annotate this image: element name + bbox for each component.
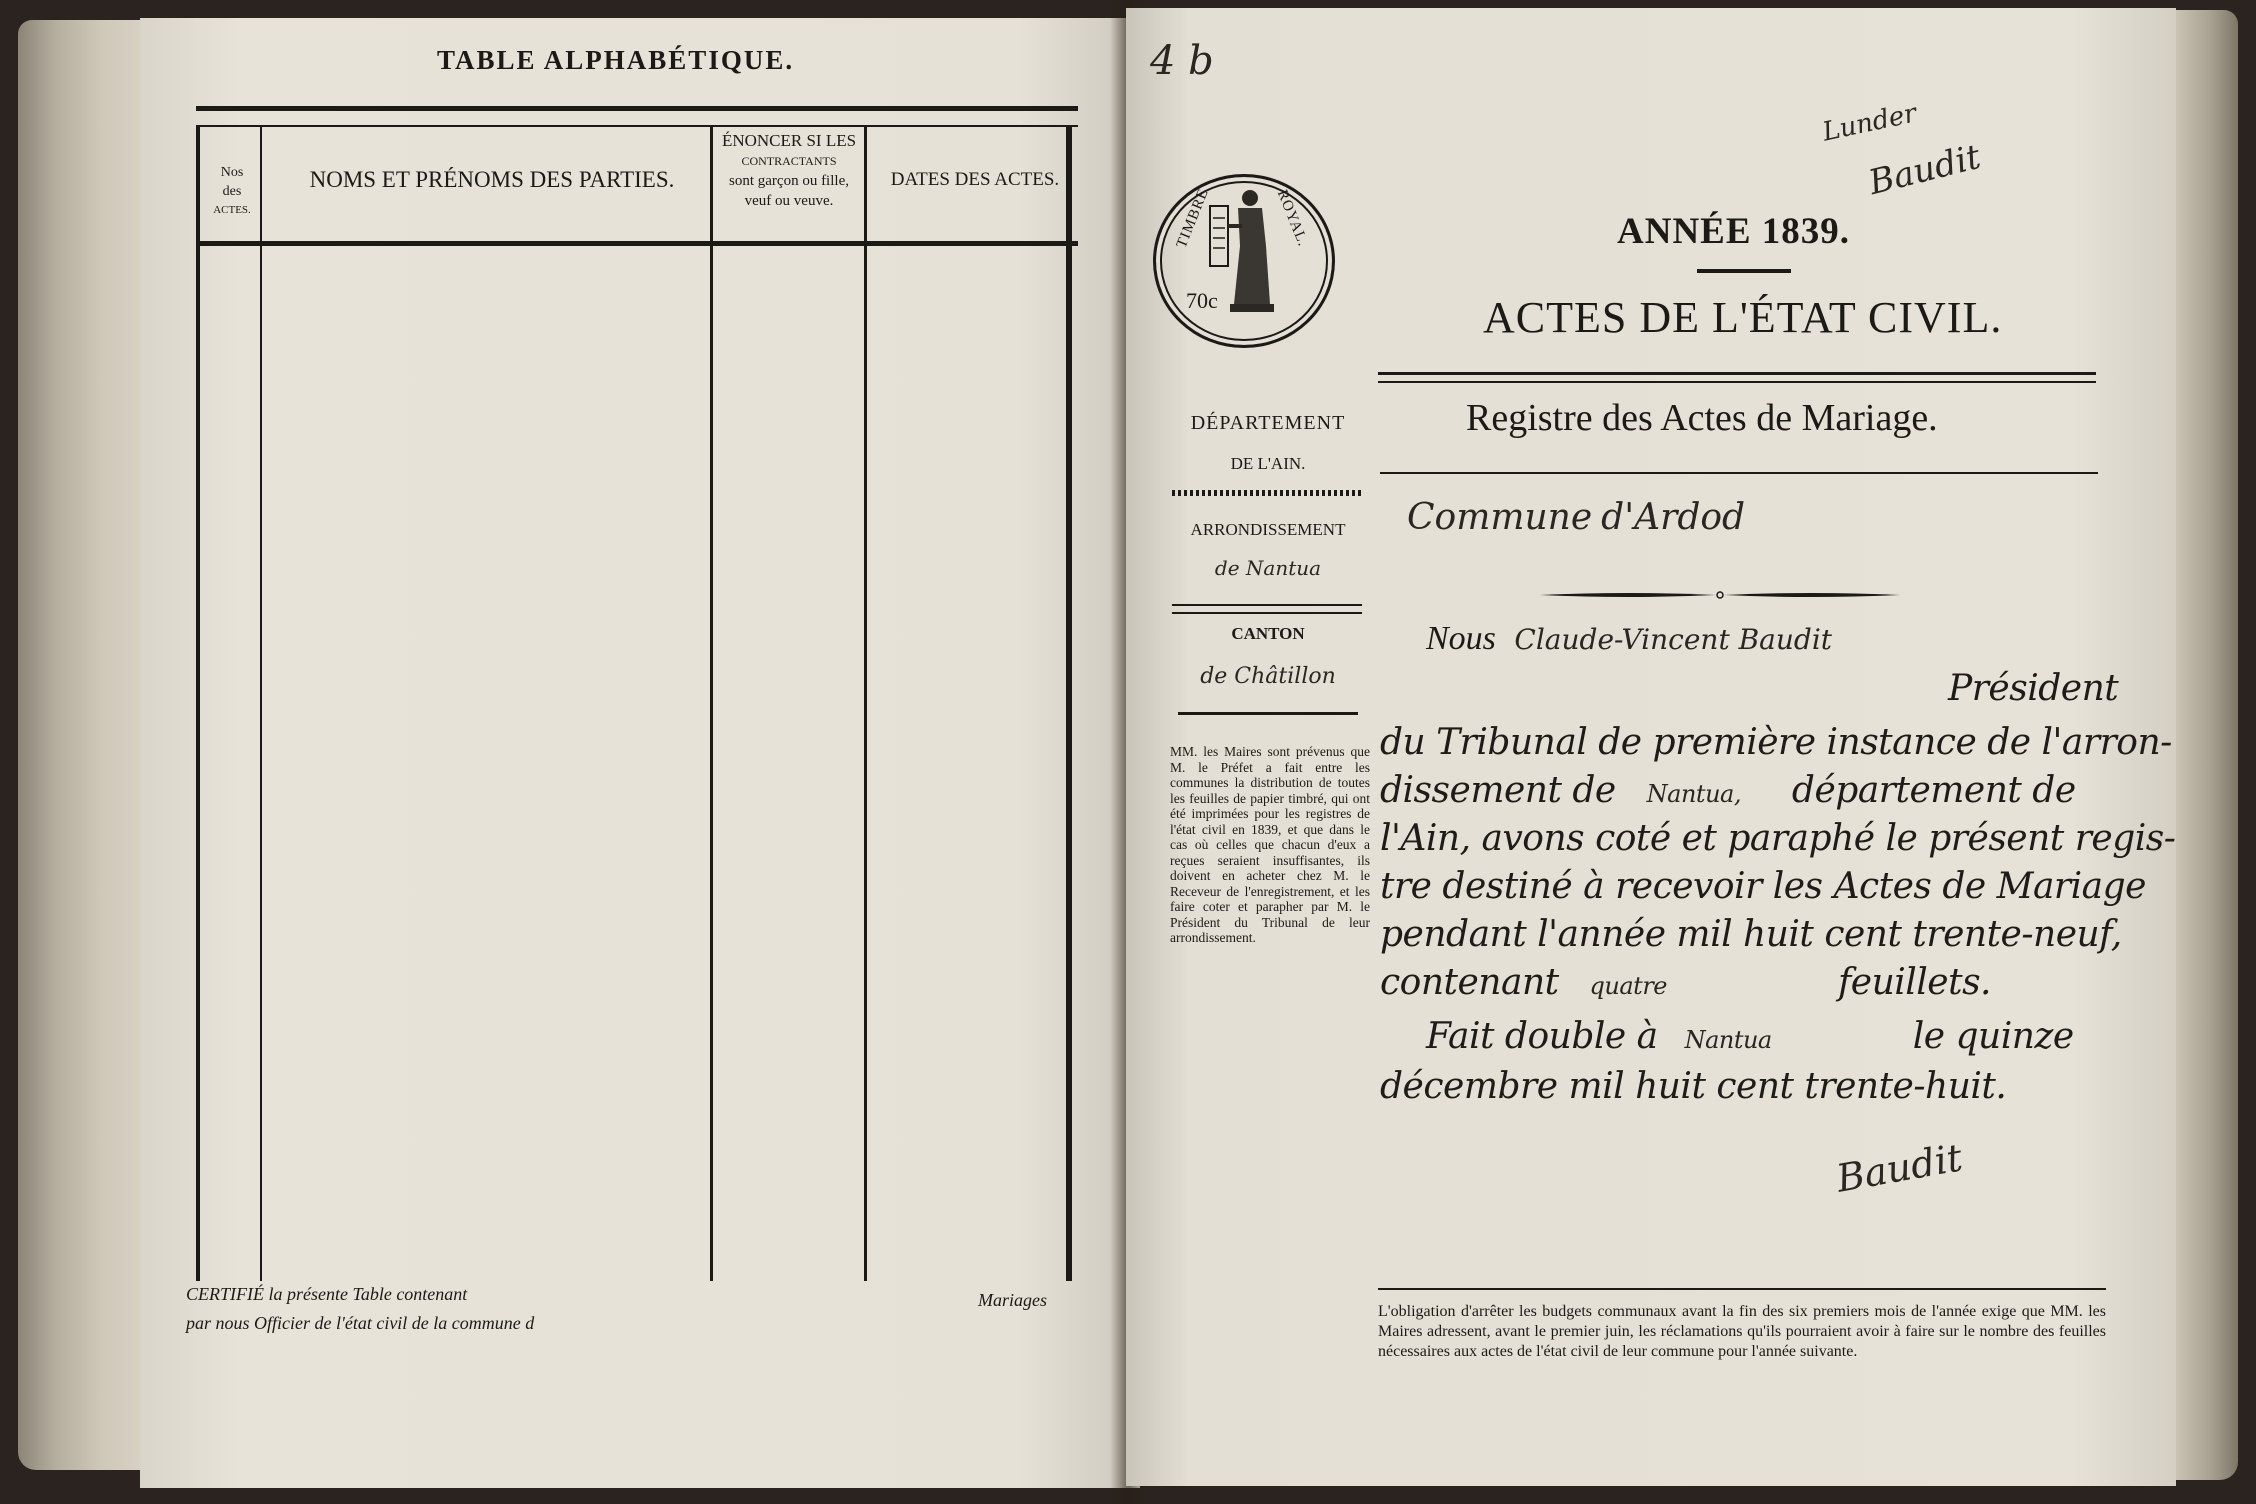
text-line: tre destiné à recevoir les Actes de Mariage [1380, 866, 2146, 907]
column-header-line: des [222, 184, 242, 199]
text-line: décembre mil huit cent trente-huit. [1380, 1066, 2007, 1107]
sidebar-rule [1172, 612, 1362, 614]
column-header-line: Nos [220, 165, 244, 180]
table-column-divider [710, 125, 713, 1281]
column-header-line: ACTES. [213, 204, 251, 216]
handwritten-arrondissement: Nantua, [1646, 780, 1741, 808]
stamp-figure-icon [1208, 186, 1278, 321]
column-header-line: veuf ou veuve. [744, 193, 834, 209]
stamp-left-text: TIMBRE [1173, 186, 1213, 251]
commune-value: d'Ardod [1601, 497, 1746, 538]
department-label: DÉPARTEMENT [1190, 412, 1346, 434]
commune-label: Commune [1407, 497, 1593, 538]
alphabetical-table [196, 106, 1078, 1281]
sidebar-wavy-rule [1172, 490, 1362, 496]
ornament-divider [1540, 586, 1900, 592]
arrondissement-label: ARRONDISSEMENT [1190, 520, 1346, 539]
table-title: TABLE ALPHABÉTIQUE. [437, 45, 795, 75]
column-header-line: CONTRACTANTS [741, 154, 837, 168]
commune-line [1407, 496, 1745, 538]
mariages-label: Mariages [978, 1290, 1047, 1310]
table-header-top-rule [196, 125, 1078, 127]
column-header-line: sont garçon ou fille, [729, 173, 849, 189]
handwritten-place: Nantua [1684, 1026, 1772, 1054]
table-column-divider [260, 125, 262, 1281]
text-fragment: département de [1791, 770, 2076, 811]
register-title: Registre des Actes de Mariage. [1466, 397, 1938, 439]
text-line [1426, 1016, 2074, 1057]
stamp-value: 70c [1186, 288, 1218, 313]
text-fragment: le quinze [1912, 1016, 2074, 1057]
certification-text [186, 1280, 534, 1338]
column-header-number [210, 163, 254, 220]
arrondissement-value: de Nantua [1214, 556, 1322, 580]
column-header-names: NOMS ET PRÉNOMS DES PARTIES. [309, 167, 675, 192]
text-line: pendant l'année mil huit cent trente-neuf, [1380, 914, 2122, 955]
handwritten-sheet-count: quatre [1589, 972, 1667, 1000]
year-rule [1697, 269, 1791, 273]
column-header-line: ÉNONCER SI LES [721, 131, 857, 150]
register-year: ANNÉE 1839. [1617, 211, 1851, 252]
register-rule [1380, 472, 2098, 474]
table-border-right [1066, 125, 1072, 1281]
signature-bottom: Baudit [1833, 1135, 1966, 1201]
text-fragment: Fait double à [1426, 1016, 1658, 1057]
folio-number: 4 b [1150, 38, 1214, 84]
certification-line: CERTIFIÉ la présente Table contenant [186, 1284, 468, 1304]
signature-top-line-2: Baudit [1864, 136, 1985, 204]
text-fragment: feuillets. [1837, 962, 1991, 1003]
table-column-divider [864, 125, 867, 1281]
text-line [1380, 770, 2076, 811]
signature-top-line-1: Lunder [1819, 98, 1920, 148]
mayors-notice: MM. les Maires sont prévenus que M. le Préfet a fait entre les communes la distribution de toutes les feuilles de papier timbré, qui ont été imprimées pour les registres de l'état civil en 1839, et que dans le cas où celles que chacun d'eux a reçues seraient insuffisantes, ils doivent en acheter chez M. le Receveur de l'enregistrement, et les faire coter et parapher par M. le Président du Tribunal de leur arrondissement. [1170, 744, 1370, 945]
text-president: Président [1948, 668, 2119, 709]
text-line: du Tribunal de première instance de l'arron- [1380, 722, 2172, 763]
canton-value: de Châtillon [1200, 664, 1336, 689]
title-double-rule [1378, 372, 2096, 383]
sidebar-rule [1172, 604, 1362, 606]
acts-title: ACTES DE L'ÉTAT CIVIL. [1483, 293, 2003, 342]
text-line: l'Ain, avons coté et paraphé le présent regis- [1380, 818, 2176, 859]
nous-label: Nous [1426, 620, 1496, 657]
table-header-bottom-rule [196, 241, 1078, 246]
sidebar-rule [1178, 712, 1358, 715]
column-header-dates: DATES DES ACTES. [890, 169, 1060, 190]
text-fragment: dissement de [1380, 770, 1616, 811]
stamp-right-text: ROYAL. [1273, 187, 1311, 250]
nous-line [1426, 620, 1832, 658]
canton-label: CANTON [1231, 624, 1305, 643]
column-header-status [712, 131, 866, 211]
footnote-rule [1378, 1288, 2106, 1290]
text-fragment: contenant [1380, 962, 1559, 1003]
nous-value: Claude-Vincent Baudit [1514, 623, 1833, 656]
table-border-left [196, 125, 200, 1281]
footnote: L'obligation d'arrêter les budgets communaux avant la fin des six premiers mois de l'année exige que MM. les Maires adressent, avant le premier juin, les réclamations qu'ils pourraient avoir à faire sur le nombre des feuilles nécessaires aux actes de l'état civil de leur commune pour l'année suivante. [1378, 1303, 2106, 1360]
text-line [1380, 962, 1991, 1003]
certification-line: par nous Officier de l'état civil de la commune d [186, 1313, 535, 1333]
department-value: DE L'AIN. [1230, 454, 1306, 473]
